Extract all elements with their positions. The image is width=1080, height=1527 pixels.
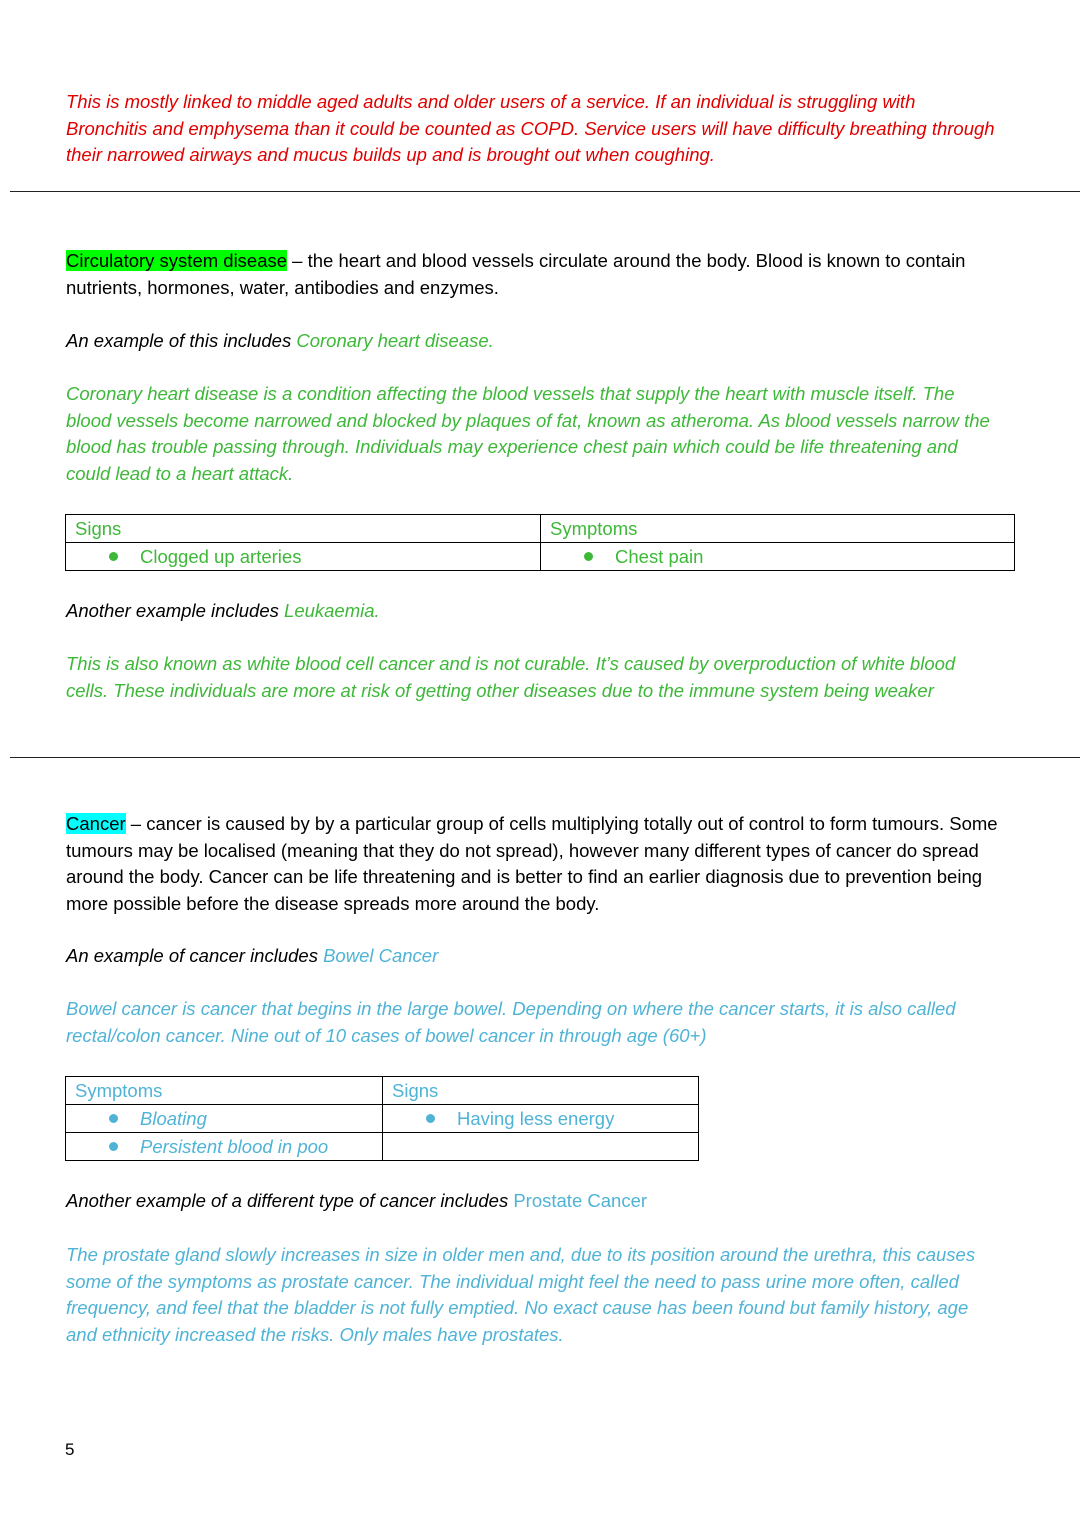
circulatory-example2	[66, 598, 996, 625]
copd-paragraph: This is mostly linked to middle aged adults and older users of a service. If an individual is struggling with Bronchitis and emphysema than it could be counted as COPD. Service users will have difficulty breathing through their narrowed airways and mucus builds up and is brought out when coughing.	[66, 91, 995, 166]
symptom-item: Chest pain	[615, 545, 704, 567]
table-row	[66, 1105, 699, 1133]
circulatory-heading: Circulatory system disease	[66, 250, 288, 271]
circulatory-example1-desc: Coronary heart disease is a condition affecting the blood vessels that supply the heart with muscle itself. The blood vessels become narrowed and blocked by plaques of fat, known as atheroma. As blood vessels narrow the blood has trouble passing through. Individuals may experience chest pain which could be life threatening and could lead to a heart attack.	[66, 383, 990, 484]
cancer-example1-name: Bowel Cancer	[323, 945, 439, 966]
circulatory-example2-desc: This is also known as white blood cell cancer and is not curable. It’s caused by overproduction of white blood cells. These individuals are more at risk of getting other diseases due to the immune system being weaker	[66, 653, 956, 701]
bullet-icon	[584, 552, 593, 561]
table-row	[66, 1133, 699, 1161]
symptoms-header: Symptoms	[66, 1077, 383, 1105]
circulatory-example1	[66, 328, 996, 355]
bullet-icon	[109, 552, 118, 561]
bullet-icon	[109, 1142, 118, 1151]
cancer-example2-name: Prostate Cancer	[513, 1190, 648, 1211]
table-row	[66, 1077, 699, 1105]
circulatory-intro-text: – the heart and blood vessels circulate around the body. Blood is known to contain nutrients, hormones, water, antibodies and enzymes.	[66, 250, 966, 298]
signs-cell	[383, 1105, 699, 1133]
symptoms-cell	[66, 1105, 383, 1133]
example2-prefix: Another example includes	[66, 600, 285, 621]
page-number: 5	[65, 1440, 75, 1459]
cancer-heading: Cancer	[66, 813, 126, 834]
signs-header: Signs	[66, 515, 541, 543]
signs-header: Signs	[383, 1077, 699, 1105]
example1-name: Coronary heart disease.	[296, 330, 494, 351]
bullet-icon	[109, 1114, 118, 1123]
bullet-icon	[426, 1114, 435, 1123]
example2-name: Leukaemia.	[284, 600, 380, 621]
symptom-item: Persistent blood in poo	[140, 1135, 329, 1157]
signs-cell	[66, 543, 541, 571]
cancer-intro	[66, 811, 1006, 917]
cancer-example2-prefix: Another example of a different type of cancer includes	[66, 1190, 514, 1211]
sign-item: Clogged up arteries	[140, 545, 302, 567]
symptoms-header: Symptoms	[541, 515, 1015, 543]
cancer-intro-text: – cancer is caused by by a particular group of cells multiplying totally out of control to form tumours. Some tumours may be localised (meaning that they do not spread), however many different types of cancer do spread around the body. Cancer can be life threatening and is better to find an earlier diagnosis due to prevention being more possible before the disease spreads more around the body.	[66, 813, 998, 914]
table-row	[66, 515, 1015, 543]
signs-cell-empty	[383, 1133, 699, 1161]
circulatory-table	[65, 514, 1015, 571]
cancer-example2-desc: The prostate gland slowly increases in size in older men and, due to its position around the urethra, this causes some of the symptoms as prostate cancer. The individual might feel the need to pass urine more often, called frequency, and feel that the bladder is not fully emptied. No exact cause has been found but family history, age and ethnicity increased the risks. Only males have prostates.	[66, 1244, 976, 1345]
symptoms-cell	[541, 543, 1015, 571]
section-divider	[10, 757, 1080, 758]
sign-item: Having less energy	[457, 1107, 615, 1129]
table-row	[66, 543, 1015, 571]
section-divider	[10, 191, 1080, 192]
cancer-example1-prefix: An example of cancer includes	[66, 945, 324, 966]
cancer-example1	[66, 943, 996, 970]
cancer-table	[65, 1076, 699, 1161]
example1-prefix: An example of this includes	[66, 330, 297, 351]
cancer-example2	[66, 1188, 996, 1215]
symptoms-cell	[66, 1133, 383, 1161]
symptom-item: Bloating	[140, 1107, 207, 1129]
cancer-example1-desc: Bowel cancer is cancer that begins in the large bowel. Depending on where the cancer starts, it is also called rectal/colon cancer. Nine out of 10 cases of bowel cancer in through age (60+)	[66, 998, 956, 1046]
circulatory-intro	[66, 248, 996, 301]
